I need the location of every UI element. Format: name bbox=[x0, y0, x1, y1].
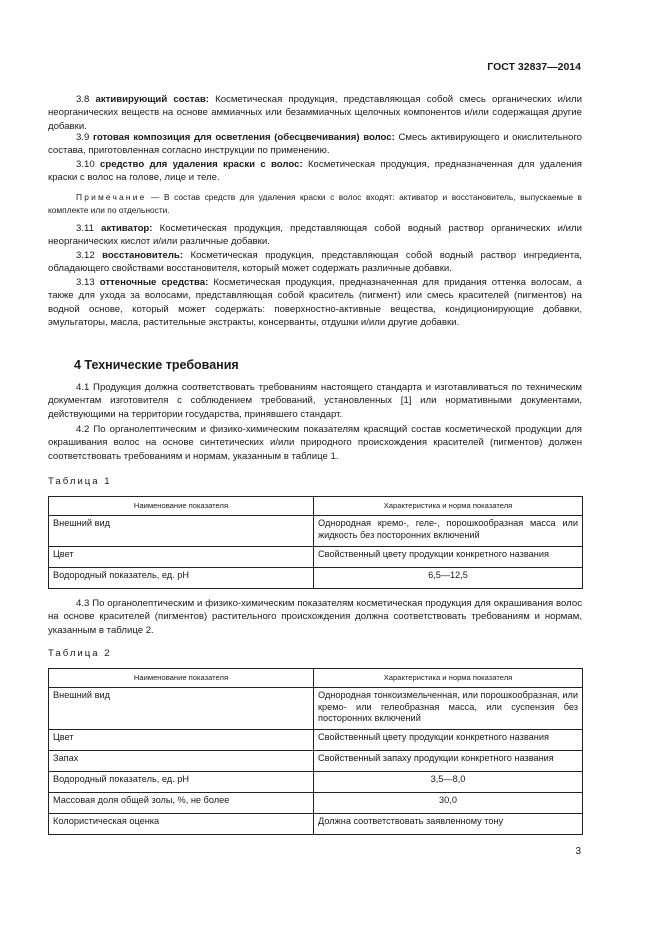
paragraph-4-2: 4.2 По органолептическим и физико-химическим показателям красящий состав косметической продукции для окрашивания волос на основе синтетических и/или природного происхождения красителей (пигментов) должен соответствовать требованиям и нормам, указанным в таблице 1. bbox=[48, 424, 582, 462]
page-number: 3 bbox=[575, 846, 581, 857]
definition-number: 3.13 bbox=[76, 277, 95, 288]
table-row bbox=[49, 547, 583, 568]
table-cell: Массовая доля общей золы, %, не более bbox=[49, 793, 314, 814]
table-cell: Цвет bbox=[49, 730, 314, 751]
table-row bbox=[49, 814, 583, 835]
column-header: Характеристика и норма показателя bbox=[314, 669, 583, 688]
definition-term: средство для удаления краски с волос: bbox=[100, 159, 303, 170]
document-header-standard: ГОСТ 32837—2014 bbox=[487, 61, 581, 73]
definition-text: Косметическая продукция, представляющая собой водный раствор органических и/или неорганических кислот и/или различные добавки. bbox=[48, 223, 582, 248]
table-cell: Свойственный цвету продукции конкретного названия bbox=[314, 547, 583, 568]
definition-number: 3.11 bbox=[76, 223, 94, 234]
definition-number: 3.12 bbox=[76, 250, 95, 261]
table-cell: Внешний вид bbox=[49, 688, 314, 730]
definition-text: Косметическая продукция, представляющая собой смесь органических и/или неорганических веществ на основе аммиачных или безаммиачных щелочных компонентов и/или содержащая другие добавки. bbox=[48, 94, 582, 132]
table-cell: 3,5—8,0 bbox=[314, 772, 583, 793]
paragraph-4-1: 4.1 Продукция должна соответствовать требованиям настоящего стандарта и изготавливаться по техническим документам изготовителя с соблюдением требований, установленных [1] или нормативными документами, действующими на территории государства, принявшего стандарт. bbox=[48, 382, 582, 420]
table-cell: 6,5—12,5 bbox=[314, 568, 583, 589]
table-row bbox=[49, 751, 583, 772]
note-text: — В состав средств для удаления краски с волос входят: активатор и восстановитель, выпускаемые в комплекте или по отдельности. bbox=[48, 192, 583, 215]
table-cell: Однородная кремо-, геле-, порошкообразная масса или жидкость без посторонних включений bbox=[314, 516, 583, 547]
table-row bbox=[49, 772, 583, 793]
table-cell: Водородный показатель, ед. pH bbox=[49, 772, 314, 793]
table-2 bbox=[48, 668, 583, 835]
table-header-row bbox=[49, 669, 583, 688]
definition-term: готовая композиция для осветления (обесцвечивания) волос: bbox=[92, 132, 395, 143]
table-row bbox=[49, 516, 583, 547]
column-header: Наименование показателя bbox=[49, 497, 314, 516]
table-cell: Свойственный запаху продукции конкретного названия bbox=[314, 751, 583, 772]
table-cell: Должна соответствовать заявленному тону bbox=[314, 814, 583, 835]
paragraph-4-3: 4.3 По органолептическим и физико-химическим показателям косметическая продукция для окрашивания волос на основе красителей (пигментов) растительного происхождения должна соответствовать требованиям и нормам, указанным в таблице 2. bbox=[48, 598, 582, 636]
definition-term: активирующий состав: bbox=[95, 94, 209, 105]
column-header: Характеристика и норма показателя bbox=[314, 497, 583, 516]
definition-3-8 bbox=[48, 93, 582, 133]
definition-3-12 bbox=[48, 249, 582, 276]
table-cell: Однородная тонкоизмельченная, или порошкообразная, или кремо- или гелеобразная масса, или суспензия без посторонних включений bbox=[314, 688, 583, 730]
definition-3-9 bbox=[48, 131, 582, 158]
definition-3-11 bbox=[48, 222, 582, 249]
table-cell: Цвет bbox=[49, 547, 314, 568]
table-2-caption: Таблица 2 bbox=[48, 648, 112, 659]
definition-3-10 bbox=[48, 158, 582, 185]
definition-text: Косметическая продукция, предназначенная для удаления краски с волос на голове, лице и теле. bbox=[48, 159, 582, 184]
table-cell: Внешний вид bbox=[49, 516, 314, 547]
definition-term: восстановитель: bbox=[102, 250, 184, 261]
table-cell: 30,0 bbox=[314, 793, 583, 814]
definition-term: оттеночные средства: bbox=[99, 277, 209, 288]
section-4-heading: 4 Технические требования bbox=[74, 358, 239, 372]
table-cell: Колористическая оценка bbox=[49, 814, 314, 835]
table-cell: Свойственный цвету продукции конкретного названия bbox=[314, 730, 583, 751]
definition-text: Смесь активирующего и окислительного состава, приготовленная согласно инструкции по применению. bbox=[48, 132, 582, 157]
table-row bbox=[49, 793, 583, 814]
definition-text: Косметическая продукция, предназначенная для придания оттенка волосам, а также для ухода за волосами, представляющая собой краситель (пигмент) или смесь красителей (пигментов) на водной основе, который может содержать: поверхностно-активные вещества, кондиционирующие добавки, эмульгаторы, масла, растительные экстракты, консерванты, отдушки и/или другие добавки. bbox=[48, 277, 582, 329]
table-row bbox=[49, 688, 583, 730]
table-header-row bbox=[49, 497, 583, 516]
note bbox=[48, 191, 582, 216]
definition-number: 3.9 bbox=[76, 132, 90, 143]
definition-term: активатор: bbox=[101, 223, 153, 234]
definition-number: 3.10 bbox=[76, 159, 95, 170]
definition-3-13 bbox=[48, 276, 582, 330]
definition-text: Косметическая продукция, представляющая собой водный раствор ингредиента, обладающего свойствами восстановителя, который может содержать различные добавки. bbox=[48, 250, 582, 275]
table-cell: Водородный показатель, ед. pH bbox=[49, 568, 314, 589]
table-cell: Запах bbox=[49, 751, 314, 772]
table-row bbox=[49, 568, 583, 589]
definition-number: 3.8 bbox=[76, 94, 90, 105]
table-1 bbox=[48, 496, 583, 589]
table-1-caption: Таблица 1 bbox=[48, 476, 112, 487]
note-label: Примечание bbox=[76, 192, 147, 202]
table-row bbox=[49, 730, 583, 751]
column-header: Наименование показателя bbox=[49, 669, 314, 688]
